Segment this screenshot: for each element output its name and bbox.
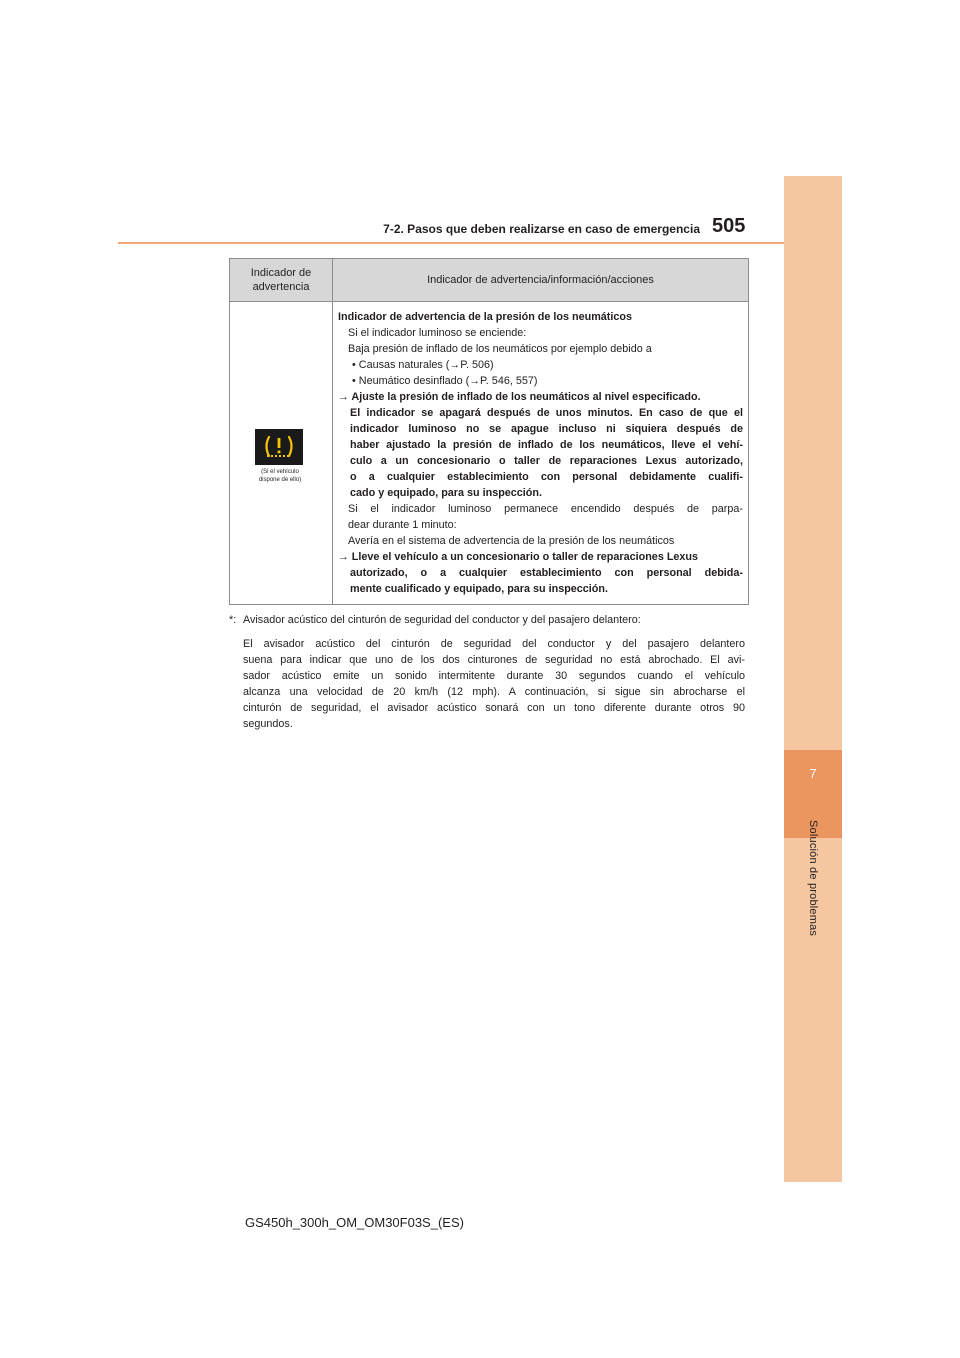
row-text-line: Baja presión de inflado de los neumáticos por ejemplo debido a xyxy=(348,343,652,355)
doc-code: GS450h_300h_OM_OM30F03S_(ES) xyxy=(245,1215,464,1230)
chapter-label-wrap xyxy=(784,820,842,960)
tire-pressure-warning-glyph xyxy=(255,429,303,465)
row-action-line: autorizado, o a cualquier establecimiento con personal debida- xyxy=(350,567,743,579)
row-action-line: mente cualificado y equipado, para su inspección. xyxy=(350,583,608,595)
row-title: Indicador de advertencia de la presión de los neumáticos xyxy=(338,311,633,323)
footnote-line: sador acústico emite un sonido intermitente durante 30 segundos cuando el vehículo xyxy=(243,670,745,682)
row-action-line: cado y equipado, para su inspección. xyxy=(350,487,542,499)
row-action-line: haber ajustado la presión de inflado de los neumáticos, lleve el vehí- xyxy=(350,439,743,451)
footnote-marker: *: xyxy=(229,614,237,626)
indicator-caption-line1: (Si el vehículo xyxy=(261,469,299,475)
indicator-caption xyxy=(235,468,325,484)
row-bullet-line: • Neumático desinflado (→P. 546, 557) xyxy=(352,375,538,387)
row-text-line: Si el indicador luminoso permanece encendido después de parpa- xyxy=(348,503,743,515)
indicator-caption-line2: dispone de ello) xyxy=(258,477,302,483)
row-action-line: → Ajuste la presión de inflado de los neumáticos al nivel especificado. xyxy=(338,391,701,403)
footnote-line: segundos. xyxy=(243,718,293,730)
row-action-line: culo a un concesionario o taller de reparaciones Lexus autorizado, xyxy=(350,455,743,467)
chapter-side-tab xyxy=(784,176,842,1182)
row-text-line: Si el indicador luminoso se enciende: xyxy=(348,327,527,339)
footnote-line: suena para indicar que uno de los dos cinturones de seguridad no está abrochado. El avi- xyxy=(243,654,745,666)
row-action-line: El indicador se apagará después de unos minutos. En caso de que el xyxy=(350,407,743,419)
tire-pressure-warning-icon xyxy=(255,429,303,465)
footnote-title: Avisador acústico del cinturón de seguridad del conductor y del pasajero delantero: xyxy=(243,614,641,626)
header-rule xyxy=(118,242,784,244)
actions-cell xyxy=(333,302,748,604)
indicator-cell xyxy=(230,302,333,604)
table-header-actions: Indicador de advertencia/información/acciones xyxy=(427,274,654,286)
footnote-line: El avisador acústico del cinturón de seguridad del conductor y del pasajero delantero xyxy=(243,638,745,650)
row-text-line: Avería en el sistema de advertencia de la presión de los neumáticos xyxy=(348,535,675,547)
footnote-line: alcanza una velocidad de 20 km/h (12 mph). A continuación, si sigue sin abrocharse el xyxy=(243,686,745,698)
section-title: 7-2. Pasos que deben realizarse en caso de emergencia xyxy=(383,222,700,236)
row-action-line: → Lleve el vehículo a un concesionario o taller de reparaciones Lexus xyxy=(338,551,699,563)
page-number: 505 xyxy=(712,215,746,237)
row-action-line: o a cualquier establecimiento con personal debidamente cualifi- xyxy=(350,471,743,483)
row-action-line: indicador luminoso no se apague incluso ni siquiera después de xyxy=(350,423,743,435)
row-bullet-line: • Causas naturales (→P. 506) xyxy=(352,359,494,371)
footnote-line: cinturón de seguridad, el avisador acústico sonará con un tono diferente durante otros 90 xyxy=(243,702,745,714)
table-header-row xyxy=(230,259,748,302)
chapter-label: Solución de problemas xyxy=(807,820,819,937)
chapter-number: 7 xyxy=(809,766,817,781)
row-text-line: dear durante 1 minuto: xyxy=(348,519,457,531)
warning-table xyxy=(229,258,749,605)
table-header-indicator: Indicador de advertencia xyxy=(230,259,333,301)
